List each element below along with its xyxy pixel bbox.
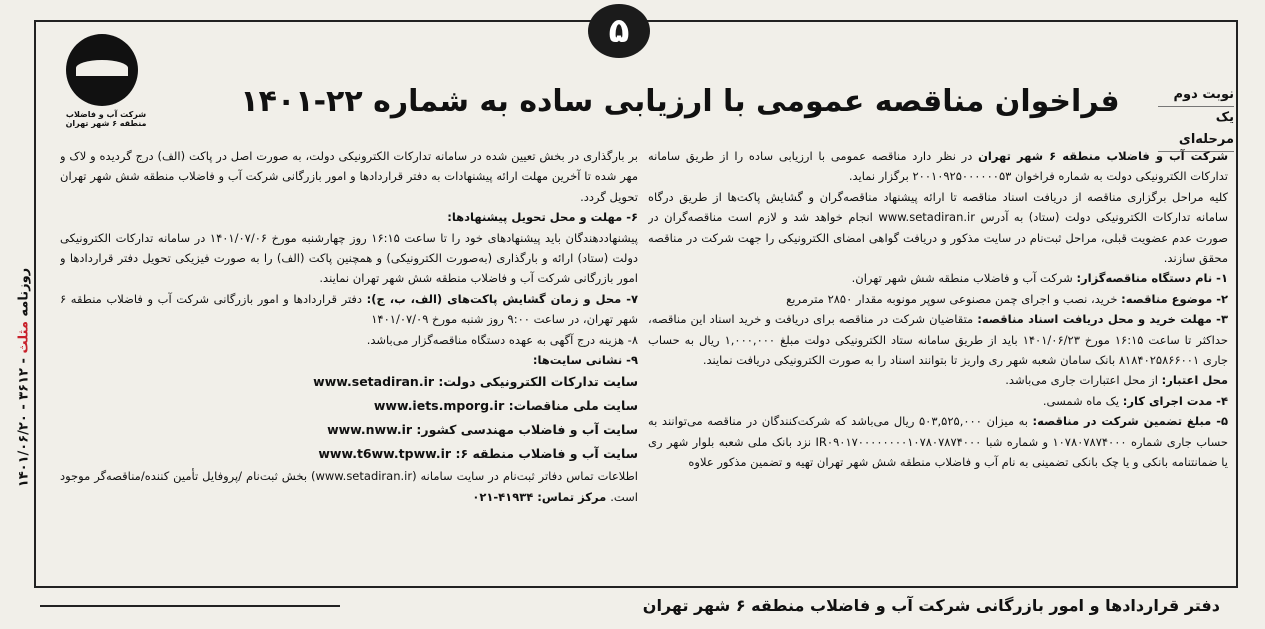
paragraph: ۴- مدت اجرای کار: یک ماه شمسی. (1042, 393, 1228, 408)
site-link[interactable]: www.iets.mporg.ir (373, 398, 505, 414)
notice-title: فراخوان مناقصه عمومی با ارزیابی ساده به شماره ۲۲-۱۴۰۱ (240, 84, 1120, 119)
site-link[interactable]: www.t6ww.tpww.ir (318, 446, 452, 462)
paragraph: ۸- هزینه درج آگهی به عهده دستگاه مناقصه‌گزار می‌باشد. (366, 332, 638, 347)
paragraph: پیشنهاددهندگان باید پیشنهادهای خود را تا ساعت ۱۶:۱۵ روز چهارشنبه مورخ ۱۴۰۱/۰۷/۰۶ در سامانه تدارکات الکترونیکی دولت (ستاد) ارائه و بارگذاری (به‌صورت الکترونیکی) و همچنین پاکت (الف) را به صورت فیزیکی تحویل دفتر قراردادها و امور بازرگانی شرکت آب و فاضلاب منطقه شش شهر تهران نمایند. (60, 230, 638, 286)
newspaper-side-label: روزنامه مثلث - ۳۶۱۲ - ۱۴۰۱/۰۶/۲۰ (16, 267, 32, 488)
paragraph: ۳- مهلت خرید و محل دریافت اسناد مناقصه: متقاضیان شرکت در مناقصه برای دریافت و خرید اسناد این مناقصه، حداکثر تا ساعت ۱۶:۱۵ مورخ ۱۴۰۱/۰۶/۲۳ باید از طریق سامانه ستاد الکترونیکی دولت مبلغ ۱,۰۰۰,۰۰۰ ریال به حساب جاری ۸۱۸۴۰۲۵۸۶۶۰۰۱ بانک سامان شعبه شهر ری واریز تا بتوانند اسناد را به صورت الکترونیکی دریافت نمایند. (648, 312, 1228, 368)
paragraph: بر بارگذاری در بخش تعیین شده در سامانه تدارکات الکترونیکی دولت، به صورت اصل در پاکت (الف) درج گردیده و لاک و مهر شده تا آخرین مهلت ارائه پیشنهادات به دفتر قراردادها و امور بازرگانی شرکت آب و فاضلاب منطقه شش شهر تهران تحویل گردد. (60, 149, 638, 204)
wave-logo-icon (76, 60, 128, 76)
paragraph: ۲- موضوع مناقصه: خرید، نصب و اجرای چمن مصنوعی سوپر مونوبه مقدار ۲۸۵۰ مترمربع (786, 291, 1228, 306)
round-info (1158, 84, 1234, 147)
right-column (648, 146, 1228, 578)
logo-caption: شرکت آب و فاضلاب منطقه ۶ شهر تهران (65, 110, 147, 128)
footer-issuer: دفتر قراردادها و امور بازرگانی شرکت آب و فاضلاب منطقه ۶ شهر تهران (642, 596, 1220, 615)
site-line: سایت آب و فاضلاب مهندسی کشور: www.nww.ir (327, 422, 638, 438)
paragraph: ۹- نشانی سایت‌ها: (532, 353, 638, 368)
paragraph: شرکت آب و فاضلاب منطقه ۶ شهر تهران در نظر دارد مناقصه عمومی با ارزیابی ساده را از طریق سامانه تدارکات الکترونیکی دولت به شماره فراخوان ۲۰۰۱۰۹۲۵۰۰۰۰۰۰۵۳ برگزار نماید. (648, 149, 1228, 184)
site-link[interactable]: www.setadiran.ir (313, 374, 435, 390)
site-line: سایت آب و فاضلاب منطقه ۶: www.t6ww.tpww.ir (318, 446, 638, 462)
footer-divider (40, 605, 340, 607)
paragraph: ۷- محل و زمان گشایش پاکت‌های (الف، ب، ج): دفتر قراردادها و امور بازرگانی شرکت آب و فاضلاب منطقه ۶ شهر تهران، در ساعت ۹:۰۰ روز شنبه مورخ ۱۴۰۱/۰۷/۰۹ (60, 291, 638, 327)
site-link[interactable]: www.nww.ir (327, 422, 413, 438)
paragraph: ۶- مهلت و محل تحویل پیشنهادها: (447, 210, 638, 225)
paragraph: کلیه مراحل برگزاری مناقصه از دریافت اسناد مناقصه تا ارائه پیشنهاد مناقصه‌گران و گشایش پاکت‌ها از طریق درگاه سامانه تدارکات الکترونیکی دولت (ستاد) به آدرس www.setadiran.ir انجام خواهد شد و لازم است مناقصه‌گران در صورت عدم عضویت قبلی، مراحل ثبت‌نام در سایت مذکور و دریافت گواهی امضای الکترونیکی را جهت شرکت در مناقصه محقق سازند. (648, 189, 1228, 266)
paragraph: ۱- نام دستگاه مناقصه‌گزار: شرکت آب و فاضلاب منطقه شش شهر تهران. (851, 271, 1228, 286)
water-company-logo (52, 28, 160, 128)
site-line: سایت ملی مناقصات: www.iets.mporg.ir (373, 398, 638, 414)
paragraph: ۵- مبلغ تضمین شرکت در مناقصه: به میزان ۵۰۳,۵۲۵,۰۰۰ ریال می‌باشد که شرکت‌کنندگان در مناقصه می‌توانند به حساب جاری شماره ۱۰۷۸۰۷۸۷۴۰۰۰ و شماره شبا IR۰۹۰۱۷۰۰۰۰۰۰۰۰۱۰۷۸۰۷۸۷۴۰۰۰ نزد بانک ملی شعبه بلوار شهر ری یا ضمانتنامه بانکی و یا چک بانکی تضمینی به نام آب و فاضلاب منطقه شش شهر تهران تهیه و تضمین مذکور علاوه (648, 414, 1228, 470)
notice-number-badge: ۵ (588, 4, 650, 58)
site-line: سایت تدارکات الکترونیکی دولت: www.setadiran.ir (313, 374, 638, 390)
contact-paragraph: اطلاعات تماس دفاتر ثبت‌نام در سایت سامانه (www.setadiran.ir) بخش ثبت‌نام /پروفایل تأمین کننده/مناقصه‌گر موجود است. مرکز تماس: ۴۱۹۳۴-۰۲۱ (60, 469, 638, 504)
left-column (60, 146, 638, 578)
stage-label: یک مرحله‌ای (1158, 107, 1234, 152)
newspaper-brand: مثلث (16, 321, 32, 354)
paragraph: محل اعتبار: از محل اعتبارات جاری می‌باشد. (1005, 373, 1228, 388)
round-label: نوبت دوم (1158, 84, 1234, 107)
